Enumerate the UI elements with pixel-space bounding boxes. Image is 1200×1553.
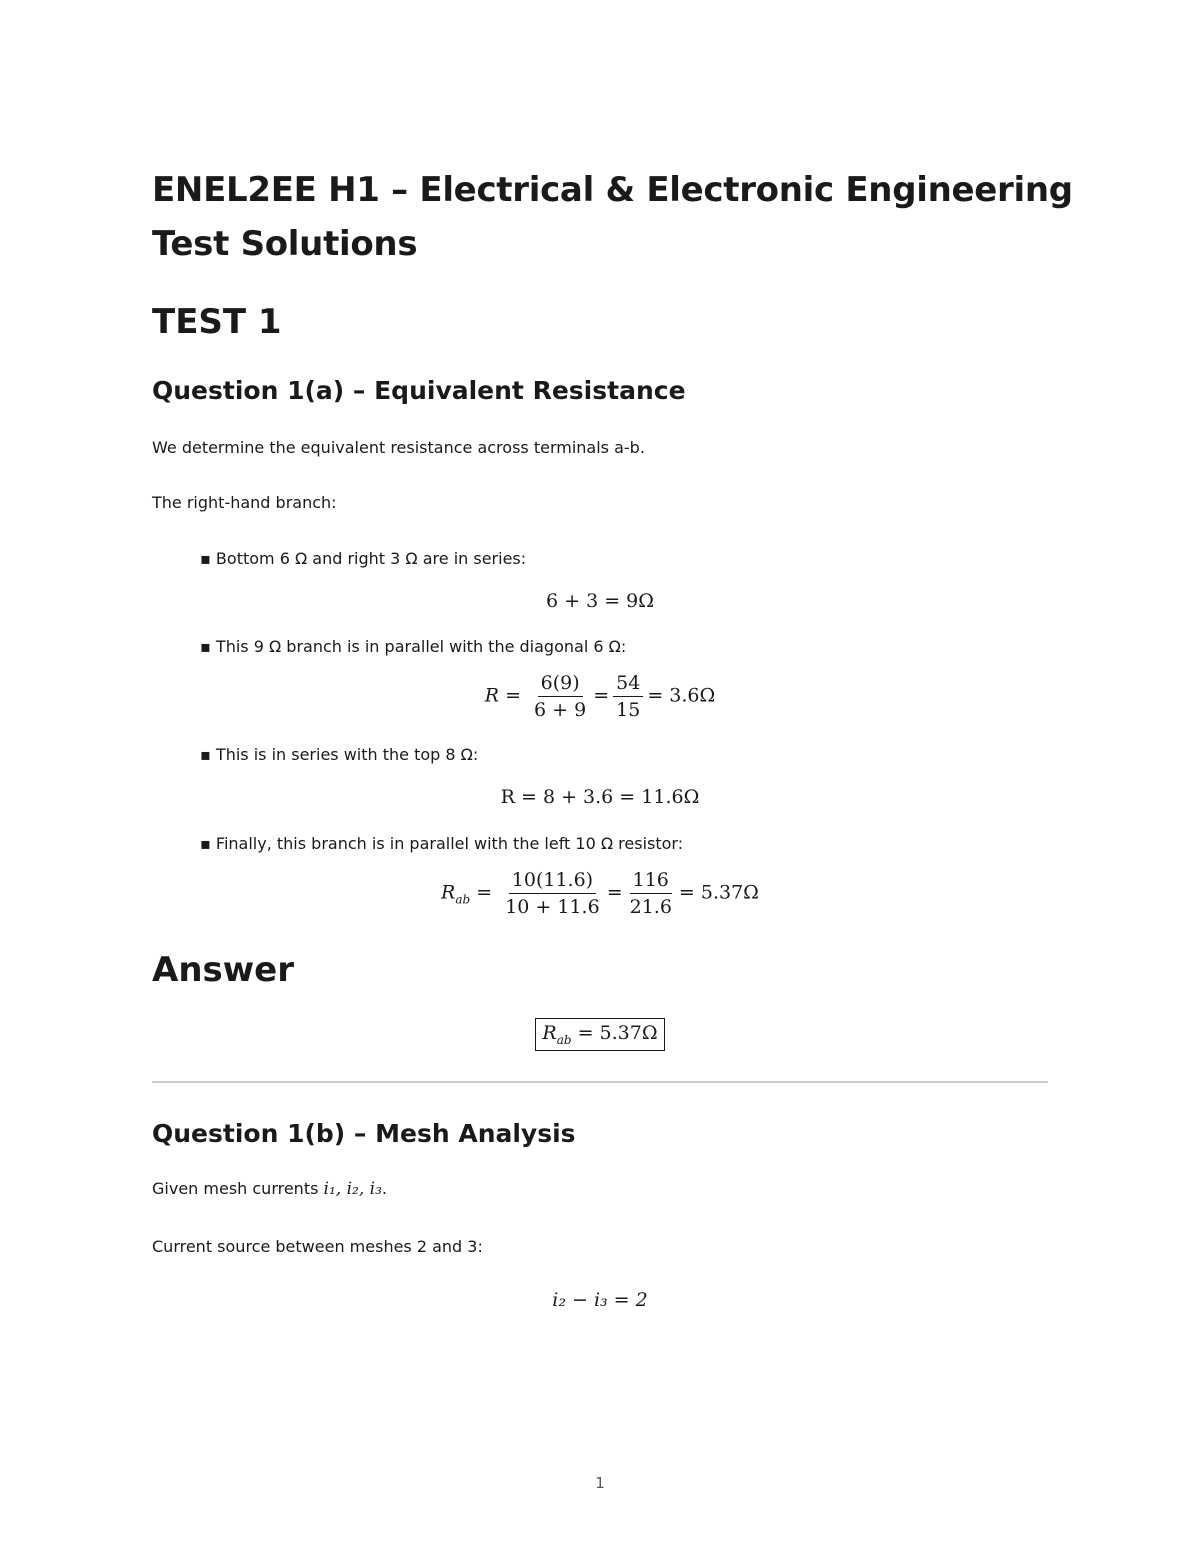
equation-parallel: R = $\frac{6(9)}{6 + 9}$ = $\frac{54}{15}$ = 3.6Ω [484, 672, 716, 721]
fraction-1-denominator: 6 + 9 [534, 699, 587, 721]
fraction-2 [613, 672, 643, 721]
fraction-3 [502, 869, 602, 918]
document-title-line2: Test Solutions [152, 224, 418, 264]
horizontal-divider [152, 1081, 1048, 1083]
fraction-4 [627, 869, 675, 918]
fraction-2-denominator: 15 [616, 699, 641, 721]
answer-box [535, 1018, 664, 1051]
branch-label: The right-hand branch: [152, 493, 337, 512]
answer-sub: ab [556, 1032, 572, 1047]
equation-series-top: R = 8 + 3.6 = 11.6Ω [500, 786, 700, 808]
eq2-lhs: R = [484, 684, 521, 707]
question-1a-heading: Question 1(a) – Equivalent Resistance [152, 376, 686, 405]
answer-value: = 5.37Ω [577, 1022, 658, 1044]
fraction-4-denominator: 21.6 [629, 896, 672, 918]
given-text [152, 1179, 387, 1199]
fraction-3-denominator: 10 + 11.6 [505, 896, 600, 918]
intro-text: We determine the equivalent resistance across terminals a-b. [152, 438, 645, 457]
bullet-final-parallel: ▪ Finally, this branch is in parallel with the left 10 Ω resistor: [200, 834, 684, 853]
page-number: 1 [595, 1474, 605, 1492]
equation-series: 6 + 3 = 9Ω [545, 590, 655, 612]
document-title-line1: ENEL2EE H1 – Electrical & Electronic Engineering [152, 170, 1073, 210]
answer-heading: Answer [152, 950, 294, 990]
fraction-1 [531, 672, 589, 721]
bullet-parallel: ▪ This 9 Ω branch is in parallel with the diagonal 6 Ω: [200, 637, 627, 656]
eq4-lhs-sub: ab [455, 892, 471, 907]
answer-equation [0, 1018, 1200, 1051]
bullet-series: ▪ Bottom 6 Ω and right 3 Ω are in series: [200, 549, 527, 568]
eq2-rhs: = 3.6Ω [647, 684, 716, 707]
given-suffix: . [381, 1179, 387, 1198]
fraction-4-numerator: 116 [630, 869, 672, 894]
answer-var: R [542, 1022, 557, 1044]
source-label: Current source between meshes 2 and 3: [152, 1237, 483, 1256]
eq4-lhs-var: R [441, 881, 456, 904]
eq4-rhs: = 5.37Ω [678, 881, 759, 904]
fraction-3-numerator: 10(11.6) [509, 869, 596, 894]
question-1b-heading: Question 1(b) – Mesh Analysis [152, 1119, 576, 1148]
given-prefix: Given mesh currents [152, 1179, 324, 1198]
mesh-equation [0, 1289, 1200, 1311]
test-heading: TEST 1 [152, 302, 282, 342]
fraction-1-numerator: 6(9) [538, 672, 583, 697]
equation-final: $R_{ab}$ = $\frac{10(11.6)}{10 + 11.6}$ = $\frac{116}{21.6}$ = 5.37Ω [441, 869, 759, 918]
bullet-series-top: ▪ This is in series with the top 8 Ω: [200, 745, 479, 764]
mesh-equation-text: i₂ − i₃ = 2 [552, 1289, 648, 1311]
fraction-2-numerator: 54 [613, 672, 643, 697]
given-math: i₁, i₂, i₃ [323, 1179, 382, 1199]
